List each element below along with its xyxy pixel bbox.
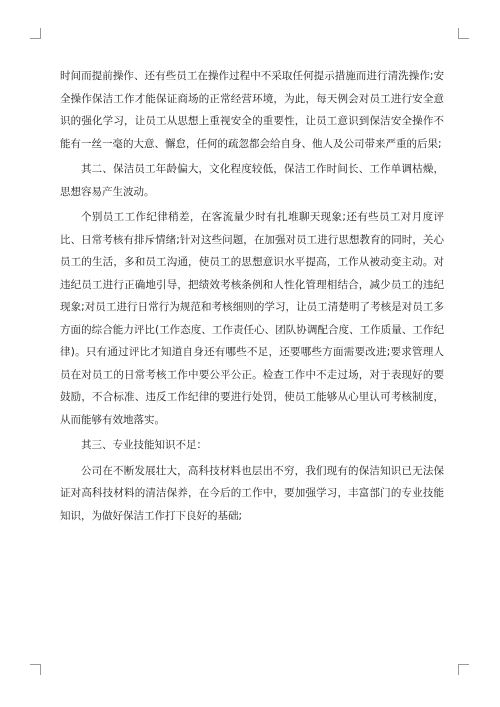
crop-mark-top-left — [30, 28, 41, 39]
paragraph-skills: 公司在不断发展壮大，高科技材料也层出不穷，我们现有的保洁知识已无法保证对高科技材料的清洁保养，在今后的工作中，要加强学习，丰富部门的专业技能知识，为做好保洁工作打下良好的基础; — [60, 464, 444, 522]
paragraph-discipline: 个别员工工作纪律稍差，在客流量少时有扎堆聊天现象;还有些员工对月度评比、日常考核有排斥情绪;针对这些问题，在加强对员工进行思想教育的同时，关心员工的生活，多和员工沟通，使员工的思想意识水平提高，工作从被动变主动。对违纪员工进行正确地引导，把绩效考核条例和人性化管理相结合，减少员工的违纪现象;对员工进行日常行为规范和考核细则的学习，让员工清楚明了考核是对员工多方面的综合能力评比(工作态度、工作责任心、团队协调配合度、工作质量、工作纪律)。只有通过评比才知道自身还有哪些不足，还要哪些方面需要改进;要求管理人员在对员工的日常考核工作中要公平公正。检查工作中不走过场，对于表现好的要鼓励，不合标准、违反工作纪律的要进行处罚，使员工能够从心里认可考核制度，从而能够有效地落实。 — [60, 211, 444, 426]
document-body — [60, 65, 444, 530]
paragraph-issue-three: 其三、专业技能知识不足： — [81, 439, 207, 451]
crop-mark-bottom-right — [458, 664, 469, 675]
paragraph-issue-two: 其二、保洁员工年龄偏大，文化程度较低，保洁工作时间长、工作单调枯燥，思想容易产生波动。 — [60, 163, 444, 198]
crop-mark-bottom-left — [30, 664, 41, 675]
crop-mark-top-right — [458, 28, 469, 39]
paragraph-safety-training: 时间而提前操作、还有些员工在操作过程中不采取任何提示措施而进行清洗操作;安全操作保洁工作才能保证商场的正常经营环境，为此，每天例会对员工进行安全意识的强化学习，让员工从思想上重视安全的重要性，让员工意识到保洁安全操作不能有一丝一毫的大意、懈怠，任何的疏忽都会给自身、他人及公司带来严重的后果; — [60, 70, 444, 150]
